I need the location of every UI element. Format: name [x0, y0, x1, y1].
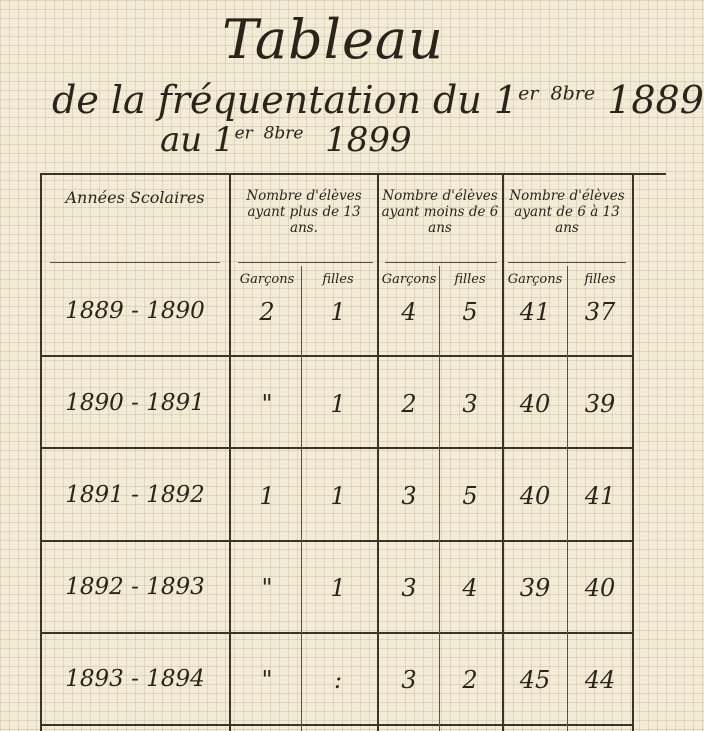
- table-cell: 3: [401, 574, 417, 602]
- subheader-boys: Garçons: [381, 272, 437, 287]
- group2-border: [502, 173, 504, 731]
- table-cell: ": [261, 390, 273, 418]
- subtitle-text: de la fréquentation du 1: [52, 78, 519, 122]
- table-cell: 2: [401, 390, 417, 418]
- subtitle-line-2: [160, 120, 412, 160]
- table-cell: 41: [584, 482, 616, 510]
- table-row-year: 1889 - 1890: [65, 298, 205, 324]
- table-cell: 45: [519, 666, 551, 694]
- table-cell: 1: [330, 482, 346, 510]
- table-cell: 3: [401, 482, 417, 510]
- sup-er: er: [518, 82, 539, 105]
- table-cell: 41: [519, 298, 551, 326]
- start-year: 1889: [607, 78, 704, 122]
- group1-border: [377, 173, 379, 731]
- table-cell: 5: [462, 298, 478, 326]
- table-cell: 2: [259, 298, 275, 326]
- group-header-6-13: Nombre d'élèves ayant de 6 à 13 ans: [509, 188, 625, 236]
- table-cell: 1: [330, 298, 346, 326]
- subheader-girls: filles: [584, 272, 616, 287]
- table-row-year: 1892 - 1893: [65, 574, 205, 600]
- table-cell: 37: [584, 298, 616, 326]
- subheader-boys: Garçons: [239, 272, 295, 287]
- table-cell: 39: [584, 390, 616, 418]
- page-title: Tableau: [222, 8, 444, 71]
- table-cell: 40: [519, 390, 551, 418]
- table-cell: 40: [519, 482, 551, 510]
- subheader-boys: Garçons: [507, 272, 563, 287]
- table-cell: 44: [584, 666, 616, 694]
- table-cell: 5: [462, 482, 478, 510]
- table-cell: 3: [401, 666, 417, 694]
- group2-subheader-rule: [385, 262, 497, 263]
- subheader-girls: filles: [322, 272, 354, 287]
- table-cell: 1: [330, 390, 346, 418]
- end-year: 1899: [325, 120, 412, 160]
- group-header-under-6: Nombre d'élèves ayant moins de 6 ans: [381, 188, 499, 236]
- sup-er-2: er: [234, 123, 253, 144]
- group1-subheader-rule: [238, 262, 373, 263]
- row-divider: [40, 355, 634, 357]
- row-divider: [40, 724, 634, 726]
- subtitle-line-1: [52, 78, 704, 122]
- subtitle-text-2: au 1: [160, 120, 235, 160]
- table-cell: 2: [462, 666, 478, 694]
- table-cell: :: [333, 666, 343, 694]
- table-cell: 40: [584, 574, 616, 602]
- subheader-girls: filles: [454, 272, 486, 287]
- table-cell: 4: [462, 574, 478, 602]
- years-column-border: [229, 173, 231, 731]
- sub-divider: [301, 266, 302, 731]
- table-row-year: 1893 - 1894: [65, 666, 205, 692]
- row-divider: [40, 540, 634, 542]
- years-header-rule: [50, 262, 220, 263]
- years-column-header: Années Scolaires: [65, 188, 205, 207]
- table-cell: 39: [519, 574, 551, 602]
- table-row-year: 1890 - 1891: [65, 390, 205, 416]
- sup-month: 8bre: [550, 82, 596, 105]
- group3-subheader-rule: [508, 262, 626, 263]
- table-cell: 3: [462, 390, 478, 418]
- sup-month-2: 8bre: [263, 123, 304, 144]
- table-cell: 1: [259, 482, 275, 510]
- table-cell: ": [261, 666, 273, 694]
- table-cell: ": [261, 574, 273, 602]
- group-header-over-13: Nombre d'élèves ayant plus de 13 ans.: [246, 188, 362, 236]
- table-right-border: [632, 173, 634, 731]
- table-row-year: 1891 - 1892: [65, 482, 205, 508]
- table-top-border: [40, 173, 666, 175]
- table-cell: 1: [330, 574, 346, 602]
- row-divider: [40, 632, 634, 634]
- sub-divider: [567, 266, 568, 731]
- row-divider: [40, 447, 634, 449]
- table-left-border: [40, 173, 42, 731]
- table-cell: 4: [401, 298, 417, 326]
- sub-divider: [439, 266, 440, 731]
